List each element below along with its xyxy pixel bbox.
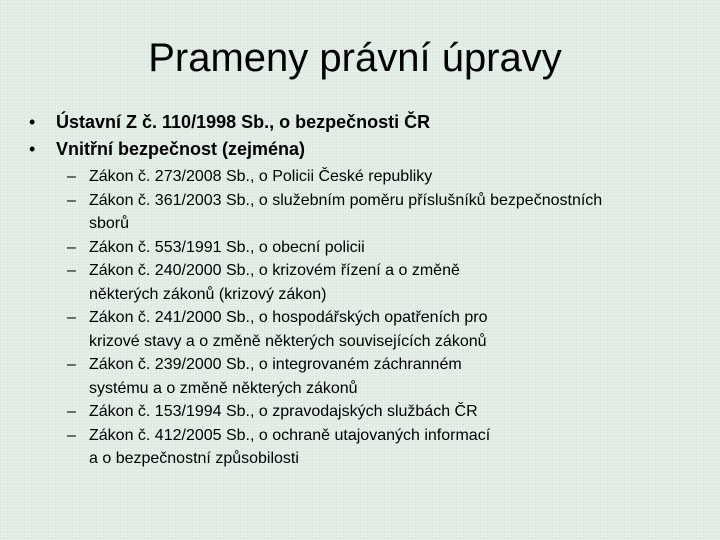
sub-bullet-item	[67, 259, 667, 306]
sub-bullet-line: Zákon č. 273/2008 Sb., o Policii České republiky	[89, 168, 433, 185]
sub-bullet-line: Zákon č. 241/2000 Sb., o hospodářských opatřeních pro	[89, 309, 488, 326]
bullet-text: Ústavní Z č. 110/1998 Sb., o bezpečnosti ČR	[56, 112, 431, 132]
dash-marker: –	[67, 238, 76, 256]
sub-bullet-line: některých zákonů (krizový zákon)	[89, 285, 327, 303]
dash-marker: –	[67, 168, 76, 185]
bullet-text: Vnitřní bezpečnost (zejména)	[56, 139, 306, 159]
dash-marker: –	[67, 262, 76, 279]
sub-bullet-line: Zákon č. 553/1991 Sb., o obecní policii	[89, 238, 365, 256]
sub-bullet-line: krizové stavy a o změně některých souvisejících zákonů	[89, 332, 487, 350]
slide-title: Prameny právní úpravy	[148, 36, 562, 80]
sub-bullet-line: Zákon č. 412/2005 Sb., o ochraně utajovaných informací	[89, 426, 491, 444]
sub-bullet-line: Zákon č. 361/2003 Sb., o služebním poměru příslušníků bezpečnostních	[89, 191, 603, 209]
sub-bullet-item	[67, 236, 667, 260]
sub-bullet-item	[67, 306, 667, 353]
sub-bullet-item	[67, 353, 667, 400]
sub-bullet-line: a o bezpečnostní způsobilosti	[89, 450, 299, 467]
sub-bullet-item	[67, 424, 667, 471]
sub-bullet-item	[67, 400, 667, 424]
sub-bullet-list	[67, 165, 667, 471]
sub-bullet-item	[67, 189, 667, 236]
dash-marker: –	[67, 356, 76, 373]
sub-bullet-line: Zákon č. 239/2000 Sb., o integrovaném záchranném	[89, 356, 462, 373]
dash-marker: –	[67, 309, 76, 326]
sub-bullet-line: Zákon č. 240/2000 Sb., o krizovém řízení a o změně	[89, 262, 460, 279]
bullet-marker: •	[29, 112, 36, 132]
bullet-list	[29, 109, 430, 163]
sub-bullet-item	[67, 165, 667, 189]
sub-bullet-line: systému a o změně některých zákonů	[89, 379, 358, 397]
dash-marker: –	[67, 191, 76, 209]
sub-bullet-line: sborů	[89, 215, 130, 232]
bullet-item	[29, 109, 430, 136]
bullet-marker: •	[29, 139, 36, 159]
bullet-item	[29, 136, 430, 163]
dash-marker: –	[67, 403, 76, 420]
sub-bullet-line: Zákon č. 153/1994 Sb., o zpravodajských službách ČR	[89, 403, 478, 420]
dash-marker: –	[67, 426, 76, 444]
